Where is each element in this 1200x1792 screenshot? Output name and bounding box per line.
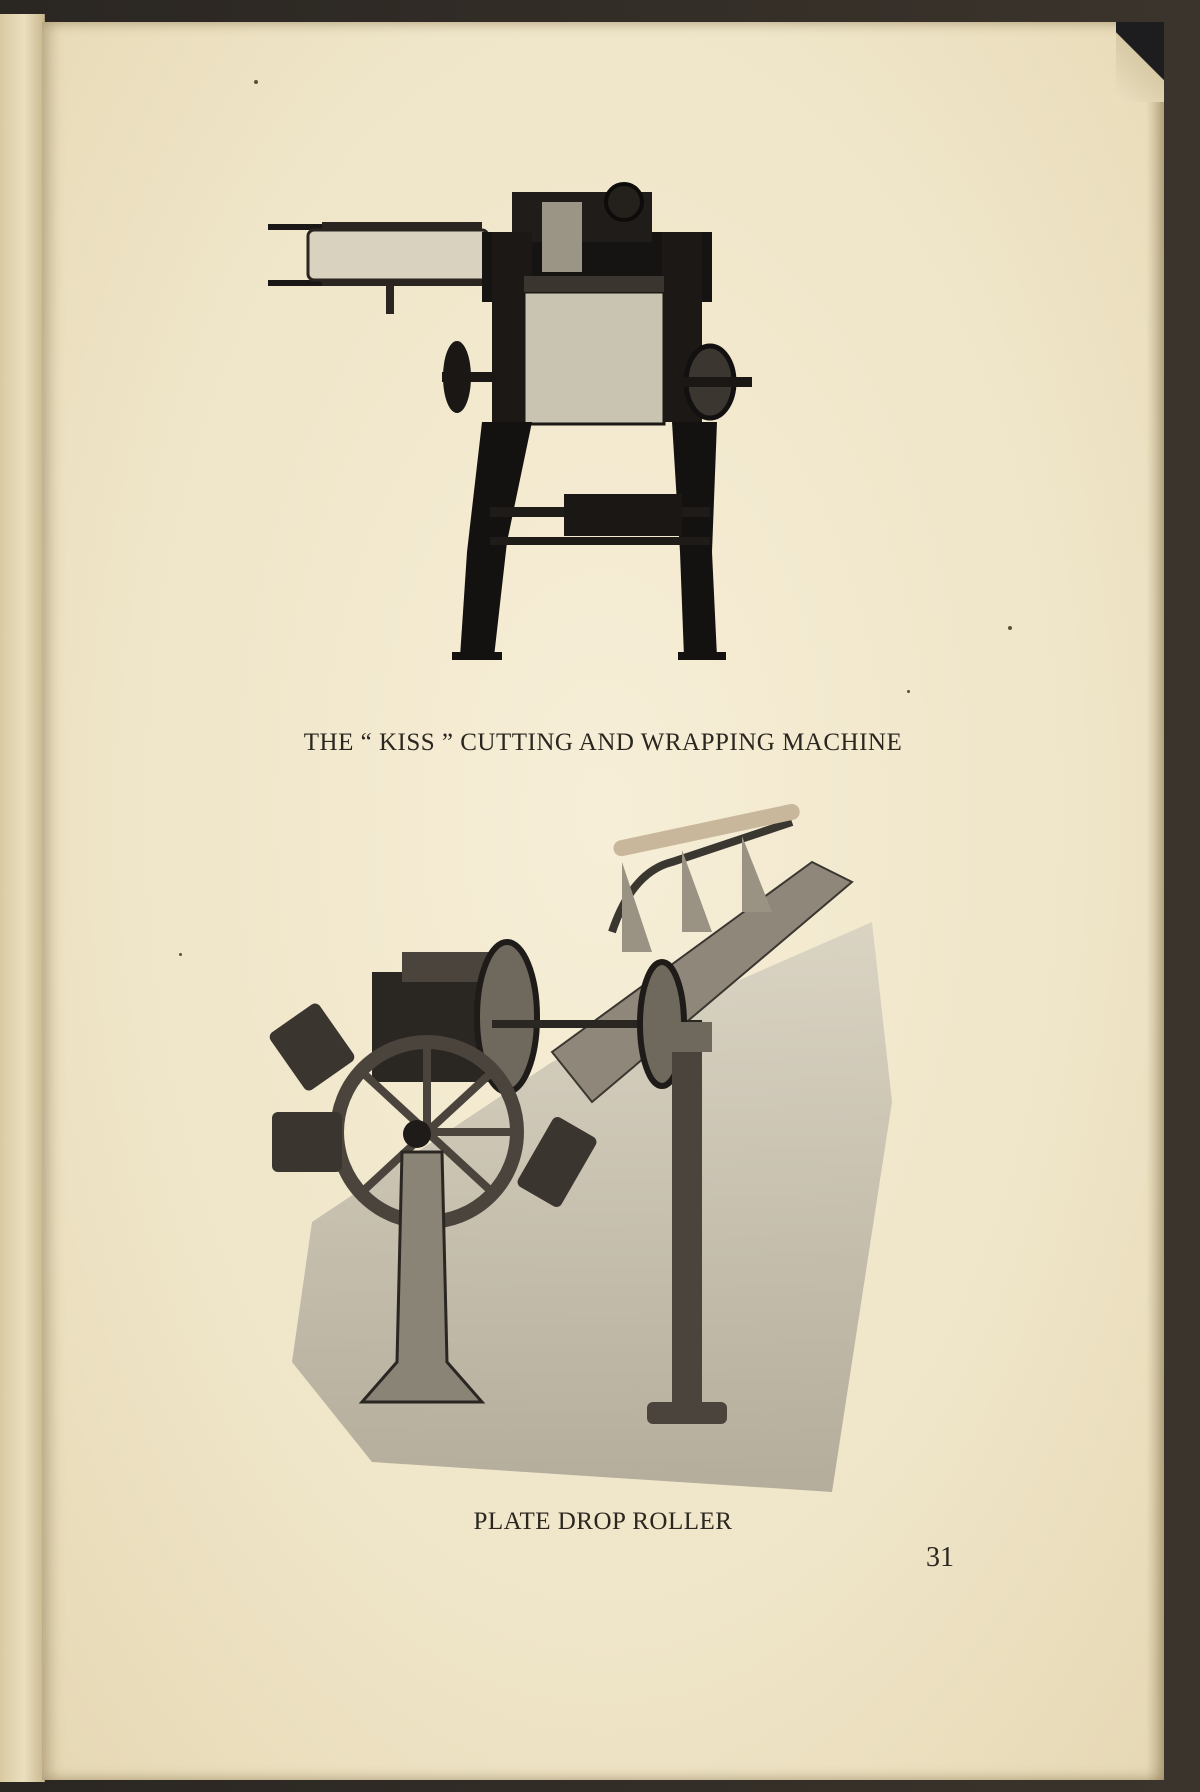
facing-page-edge [0, 14, 45, 1782]
paper-speck [254, 80, 258, 84]
paper-speck [179, 953, 182, 956]
paper-speck [1008, 626, 1012, 630]
page-corner-fold [1116, 22, 1164, 102]
kiss-machine-illustration [262, 172, 822, 712]
paper-speck [907, 690, 910, 693]
figure-caption-drop-roller: PLATE DROP ROLLER [473, 1508, 733, 1535]
book-page [42, 22, 1164, 1780]
page-number: 31 [926, 1542, 954, 1573]
figure-caption-kiss-machine: THE “ KISS ” CUTTING AND WRAPPING MACHINE [303, 729, 903, 756]
plate-drop-roller-illustration [252, 802, 892, 1492]
